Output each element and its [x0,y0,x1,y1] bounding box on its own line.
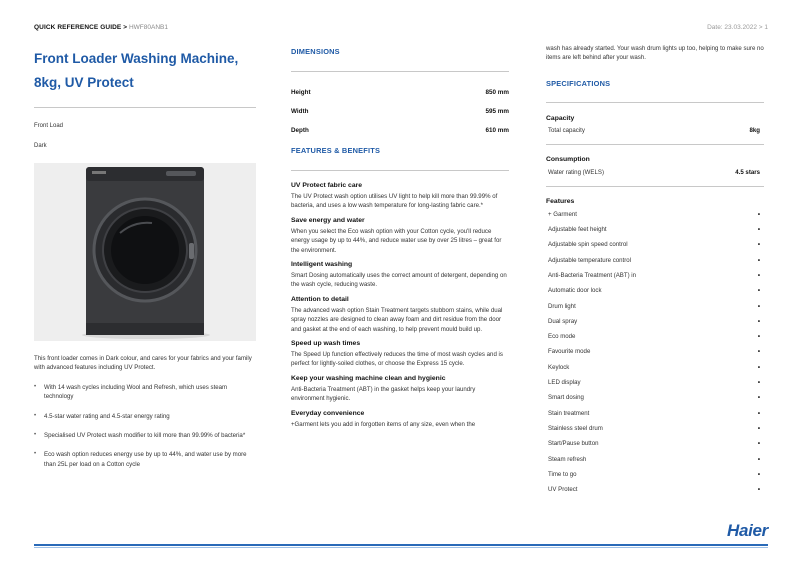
feature-block [291,375,509,404]
list-item: • With 14 wash cycles including Wool and Refresh, which uses steam technology [34,383,256,402]
dimension-row: Depth 610 mm [291,127,509,134]
divider [34,107,256,108]
features-benefits-heading: FEATURES & BENEFITS [291,146,381,155]
feature-text: +Garment lets you add in forgotten items of any size, even when the [291,420,476,428]
feature-text: When you select the Eco wash option with your Cotton cycle, you'll reduce energy usage by up to 44%, and reduce water use by over 25 litres – great for the environment. [291,227,502,254]
product-colour: Dark [34,143,47,149]
product-column [34,44,256,479]
feature-title: Keep your washing machine clean and hygienic [291,374,446,382]
haier-logo: Haier [726,521,768,540]
feature-block [291,261,509,290]
list-item: Adjustable temperature control • [548,256,760,264]
page-number: 1 [764,24,768,31]
list-item: Stainless steel drum • [548,424,760,432]
spec-row: Water rating (WELS) 4.5 stars [548,168,760,176]
feature-block [291,296,509,334]
date-page [707,24,768,31]
feature-text: The Speed Up function effectively reduces the time of most wash cycles and is perfect for lightly-soiled clothes, or choose the Express 15 cycle. [291,351,503,368]
feature-block [291,340,509,369]
washing-machine-image [34,163,256,341]
footer-rule-light [34,547,768,548]
features-list [291,182,509,429]
list-item: Favourite mode • [548,348,760,356]
list-item: Adjustable feet height • [548,226,760,234]
divider [291,71,509,72]
dimensions-features-column [291,44,509,429]
list-item: Eco mode • [548,333,760,341]
date-label: Date: 23.03.2022 > [707,24,763,31]
spec-row: Total capacity 8kg [548,126,760,134]
feature-block [291,182,509,211]
divider [546,144,764,145]
list-item: Automatic door lock • [548,287,760,295]
list-item: Smart dosing • [548,394,760,402]
list-item: • 4.5-star water rating and 4.5-star energy rating [34,412,256,421]
divider [546,186,764,187]
list-item: • Specialised UV Protect wash modifier to kill more than 99.99% of bacteria* [34,431,256,440]
list-item: Dual spray • [548,317,760,325]
list-item: Drum light • [548,302,760,310]
feature-block [291,217,509,255]
feature-title: UV Protect fabric care [291,182,363,189]
specifications-heading: SPECIFICATIONS [546,78,611,88]
dimension-row: Height 850 mm [291,89,509,96]
feature-text-continued: wash has already started. Your wash drum lights up too, helping to make sure no items are left behind after your wash. [546,45,764,62]
dimensions-table [291,89,509,146]
feature-title: Everyday convenience [291,409,365,417]
product-type: Front Load [34,123,64,129]
product-title: Front Loader Washing Machine, 8kg, UV Protect [34,51,239,90]
specifications-column [546,44,764,501]
list-item: Stain treatment • [548,409,760,417]
list-item: + Garment • [548,210,760,218]
list-item: LED display • [548,379,760,387]
feature-title: Intelligent washing [291,261,353,269]
features-heading: Features [546,197,575,205]
feature-text: Smart Dosing automatically uses the correct amount of detergent, depending on the wash cycle, reducing waste. [291,272,507,289]
dimension-row: Width 595 mm [291,108,509,115]
product-intro: This front loader comes in Dark colour, and cares for your fabrics and your family with advanced features including UV Protect. [34,355,252,372]
divider [291,170,509,171]
feature-title: Speed up wash times [291,340,361,348]
list-item: • Eco wash option reduces energy use by up to 44%, and water use by more than 25L per load on a Cotton cycle [34,450,256,469]
consumption-heading: Consumption [546,155,590,163]
capacity-heading: Capacity [546,114,575,122]
feature-text: Anti-Bacteria Treatment (ABT) in the gasket helps keep your laundry environment hygienic. [291,385,476,403]
feature-block [291,410,509,429]
list-item: UV Protect • [548,486,760,494]
product-image [34,163,256,341]
product-highlights [34,383,256,469]
list-item: Start/Pause button • [548,440,760,448]
list-item: Adjustable spin speed control • [548,241,760,249]
feature-text: The advanced wash option Stain Treatment targets stubborn stains, while dual spray nozzles are designed to clean away foam and dirt residue from the door and gasket at the end of each washing, to help prevent mould build up. [291,306,503,333]
top-bar [34,24,768,36]
guide-label: QUICK REFERENCE GUIDE > [34,24,128,31]
feature-title: Attention to detail [291,295,349,303]
dimensions-heading: DIMENSIONS [291,47,340,56]
list-item: Keylock • [548,363,760,371]
footer-rule [34,544,768,546]
model-number: HWF80ANB1 [128,24,168,31]
divider [546,102,764,103]
spec-features-list [546,211,764,502]
feature-text: The UV Protect wash option utilises UV light to help kill more than 99.99% of bacteria, and uses a low wash temperature for long-lasting fabric care.* [291,193,498,210]
list-item: Steam refresh • [548,455,760,463]
list-item: Time to go • [548,470,760,478]
feature-title: Save energy and water [291,216,365,224]
list-item: Anti-Bacteria Treatment (ABT) in • [548,272,760,279]
breadcrumb [34,24,168,31]
